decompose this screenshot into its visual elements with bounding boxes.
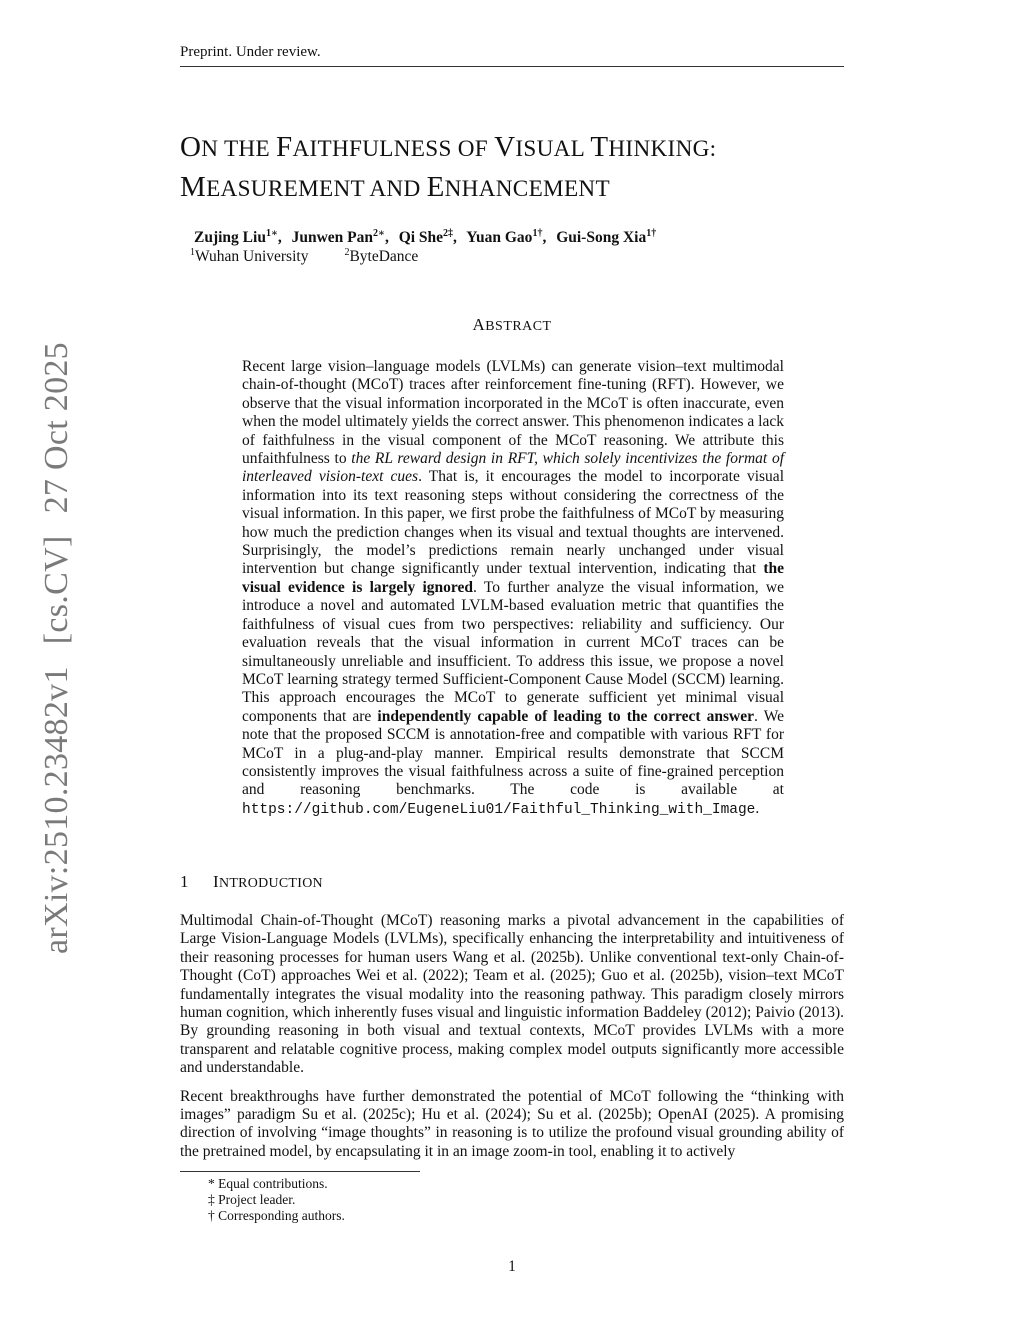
arxiv-date: 27 Oct 2025 <box>38 342 75 514</box>
abstract-heading: ABSTRACT <box>472 315 552 334</box>
abstract-highlight: independently capable of leading to the correct answer <box>377 707 755 725</box>
affiliations <box>190 247 418 266</box>
paper-title <box>180 128 844 208</box>
affiliation: $^2$ByteDance <box>344 247 419 266</box>
running-header: Preprint. Under review. <box>180 44 844 67</box>
abstract-highlight: the visual evidence is largely ignored <box>242 560 784 596</box>
author: Zujing Liu$^{1∗}$ <box>194 228 278 247</box>
paragraph: Recent breakthroughs have further demonstrated the potential of MCoT following the “thinking with images” paradigm Su et al. (2025c); Hu et al. (2024); Su et al. (2025b); OpenAI (2025). A promising direction of involving “image thoughts” in reasoning is to utilize the profound visual grounding ability of the pretrained model, by encapsulating it in an image zoom-in tool, enabling it to actively <box>180 1087 844 1160</box>
code-url-link[interactable]: https://github.com/EugeneLiu01/Faithful_Thinking_with_Image <box>242 801 756 818</box>
affiliation: $^1$Wuhan University <box>190 247 309 266</box>
title-line-2: MEASUREMENT AND ENHANCEMENT <box>180 171 610 203</box>
footnote: * Equal contributions. <box>208 1176 328 1191</box>
arxiv-category: [cs.CV] <box>38 535 75 645</box>
author-list: Zujing Liu$^{1∗}$, Junwen Pan$^{2∗}$, Qi She$^{2\ddagger}$, Yuan Gao$^{1\dagger}$, Gui-Song Xia$^{1\dagger}$ <box>194 228 657 247</box>
footnote: ‡ Project leader. <box>208 1192 296 1208</box>
footnote: † Corresponding authors. <box>208 1208 345 1224</box>
author: Yuan Gao$^{1\dagger}$ <box>466 228 543 247</box>
author: Gui-Song Xia$^{1\dagger}$ <box>556 228 657 247</box>
page-number: 1 <box>508 1258 516 1275</box>
section-heading-introduction: 1 INTRODUCTION <box>180 872 323 891</box>
abstract-emphasis: the RL reward design in RFT, which solely incentivizes the format of interleaved vision-text cues <box>242 450 785 486</box>
author: Qi She$^{2\ddagger}$ <box>398 228 454 247</box>
arxiv-stamp[interactable] <box>38 342 76 954</box>
footnotes <box>208 1176 345 1225</box>
arxiv-id: arXiv:2510.23482v1 <box>38 666 75 954</box>
title-line-1: ON THE FAITHFULNESS OF VISUAL THINKING: <box>180 131 717 163</box>
introduction-body <box>180 912 844 1171</box>
footnote-divider <box>180 1171 420 1172</box>
author: Junwen Pan$^{2∗}$ <box>291 228 385 247</box>
paragraph: Multimodal Chain-of-Thought (MCoT) reasoning marks a pivotal advancement in the capabilities of Large Vision-Language Models (LVLMs), specifically enhancing the interpretability and intuitiveness of their reasoning processes for human users Wang et al. (2025b). Unlike conventional text-only Chain-of-Thought (CoT) approaches Wei et al. (2022); Team et al. (2025); Guo et al. (2025b), vision–text MCoT fundamentally integrates the visual modality into the reasoning pathway. This paradigm closely mirrors human cognition, which inherently fuses visual and linguistic information Baddeley (2012); Paivio (2013). By grounding reasoning in both visual and textual contexts, MCoT provides LVLMs with a more transparent and relatable cognitive process, making complex model outputs significantly more accessible and understandable. <box>180 912 844 1077</box>
abstract-body: Recent large vision–language models (LVLMs) can generate vision–text multimodal chain-of-thought (MCoT) traces after reinforcement fine-tuning (RFT). However, we observe that the visual information incorporated in the MCoT is often inaccurate, even when the model ultimately yields the correct answer. This phenomenon indicates a lack of faithfulness in the visual component of the MCoT reasoning. We attribute this unfaithfulness to the RL reward design in RFT, which solely incentivizes the format of interleaved vision-text cues. That is, it encourages the model to incorporate visual information into its text reasoning steps without considering the correctness of the visual information. In this paper, we first probe the faithfulness of MCoT by measuring how much the prediction changes when its visual and textual thoughts are intervened. Surprisingly, the model’s predictions remain nearly unchanged under visual intervention but change significantly under textual intervention, indicating that the visual evidence is largely ignored. To further analyze the visual information, we introduce a novel and automated LVLM-based evaluation metric that quantifies the faithfulness of visual cues from two perspectives: reliability and sufficiency. Our evaluation reveals that the visual information in current MCoT traces can be simultaneously unreliable and insufficient. To address this issue, we propose a novel MCoT learning strategy termed Sufficient-Component Cause Model (SCCM) learning. This approach encourages the MCoT to generate sufficient yet minimal visual components that are independently capable of leading to the correct answer. We note that the proposed SCCM is annotation-free and compatible with various RFT for MCoT in a plug-and-play manner. Empirical results demonstrate that SCCM consistently improves the visual faithfulness across a suite of fine-grained perception and reasoning benchmarks. The code is available at https://github.com/EugeneLiu01/Faithful_Thinking_with_Image. <box>242 358 785 818</box>
